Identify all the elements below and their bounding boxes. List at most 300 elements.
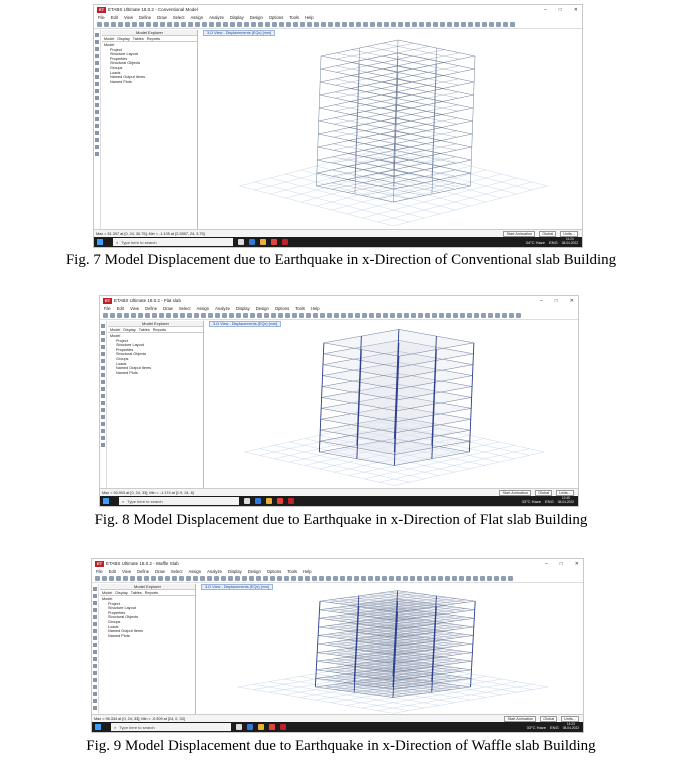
menu-draw[interactable]: Draw: [163, 306, 173, 311]
draw-tool-button[interactable]: [93, 650, 97, 654]
toolbar-button[interactable]: [418, 313, 423, 318]
draw-tool-button[interactable]: [95, 54, 99, 58]
draw-tool-button[interactable]: [101, 415, 105, 419]
tree-item[interactable]: Loads: [110, 70, 121, 75]
draw-tool-button[interactable]: [93, 622, 97, 626]
toolbar-button[interactable]: [417, 576, 422, 581]
toolbar-button[interactable]: [250, 313, 255, 318]
tree-item[interactable]: Loads: [108, 624, 119, 629]
3d-viewport[interactable]: [197, 584, 583, 714]
draw-tool-button[interactable]: [93, 657, 97, 661]
tab-model[interactable]: Model: [104, 37, 115, 41]
toolbar-button[interactable]: [193, 576, 198, 581]
menu-view[interactable]: View: [123, 15, 133, 20]
taskbar-search[interactable]: [111, 723, 231, 731]
coord-system-select[interactable]: Global: [540, 716, 557, 722]
toolbar-button[interactable]: [432, 313, 437, 318]
menu-edit[interactable]: Edit: [116, 306, 124, 311]
toolbar-button[interactable]: [174, 22, 179, 27]
close-icon[interactable]: ✕: [569, 297, 574, 304]
draw-tool-button[interactable]: [95, 145, 99, 149]
toolbar-button[interactable]: [510, 22, 515, 27]
toolbar-button[interactable]: [411, 313, 416, 318]
toolbar-button[interactable]: [221, 576, 226, 581]
minimize-icon[interactable]: –: [539, 297, 543, 304]
toolbar-button[interactable]: [460, 313, 465, 318]
tree-item[interactable]: Structural Objects: [110, 61, 141, 66]
toolbar-button[interactable]: [438, 576, 443, 581]
menu-draw[interactable]: Draw: [155, 569, 165, 574]
draw-tool-button[interactable]: [101, 366, 105, 370]
toolbar-button[interactable]: [151, 576, 156, 581]
menu-tools[interactable]: Tools: [295, 306, 305, 311]
toolbar-button[interactable]: [95, 576, 100, 581]
draw-tool-button[interactable]: [101, 387, 105, 391]
draw-tool-button[interactable]: [93, 699, 97, 703]
draw-tool-button[interactable]: [95, 96, 99, 100]
tree-item[interactable]: Named Plots: [116, 370, 138, 375]
toolbar-button[interactable]: [286, 22, 291, 27]
toolbar-button[interactable]: [187, 313, 192, 318]
draw-tool-button[interactable]: [101, 422, 105, 426]
toolbar-button[interactable]: [118, 22, 123, 27]
tree-item[interactable]: Project: [116, 338, 128, 343]
tree-root[interactable]: Model: [104, 43, 115, 47]
draw-tool-button[interactable]: [93, 664, 97, 668]
start-animation-button[interactable]: Start Animation: [503, 231, 535, 237]
toolbar-button[interactable]: [390, 313, 395, 318]
toolbar-button[interactable]: [137, 576, 142, 581]
toolbar-button[interactable]: [377, 22, 382, 27]
toolbar-button[interactable]: [263, 576, 268, 581]
toolbar-button[interactable]: [258, 22, 263, 27]
toolbar-button[interactable]: [116, 576, 121, 581]
close-icon[interactable]: ✕: [573, 6, 578, 13]
toolbar-button[interactable]: [340, 576, 345, 581]
toolbar-button[interactable]: [194, 313, 199, 318]
toolbar-button[interactable]: [216, 22, 221, 27]
draw-tool-button[interactable]: [95, 110, 99, 114]
toolbar-button[interactable]: [431, 576, 436, 581]
toolbar-button[interactable]: [496, 22, 501, 27]
toolbar-button[interactable]: [363, 22, 368, 27]
toolbar-button[interactable]: [452, 576, 457, 581]
toolbar-button[interactable]: [467, 313, 472, 318]
toolbar-button[interactable]: [362, 313, 367, 318]
menu-display[interactable]: Display: [230, 15, 244, 20]
tab-model[interactable]: Model: [110, 328, 121, 332]
toolbar-button[interactable]: [167, 22, 172, 27]
coord-system-select[interactable]: Global: [539, 231, 556, 237]
toolbar-button[interactable]: [368, 576, 373, 581]
toolbar-button[interactable]: [207, 576, 212, 581]
menu-view[interactable]: View: [129, 306, 139, 311]
draw-tool-button[interactable]: [95, 82, 99, 86]
chrome-icon[interactable]: [277, 498, 283, 504]
tab-tables[interactable]: Tables: [138, 328, 150, 332]
taskbar-search[interactable]: [113, 238, 233, 246]
toolbar-button[interactable]: [404, 313, 409, 318]
tree-item[interactable]: Properties: [110, 56, 128, 61]
tree-item[interactable]: Named Plots: [108, 633, 130, 638]
language-indicator[interactable]: ENG: [545, 498, 554, 504]
toolbar-button[interactable]: [488, 313, 493, 318]
toolbar-button[interactable]: [195, 22, 200, 27]
tree-item[interactable]: Named Output Items: [116, 366, 152, 371]
menu-file[interactable]: File: [96, 569, 103, 574]
draw-tool-button[interactable]: [95, 89, 99, 93]
toolbar-button[interactable]: [382, 576, 387, 581]
draw-tool-button[interactable]: [95, 47, 99, 51]
toolbar-button[interactable]: [397, 313, 402, 318]
file-explorer-icon[interactable]: [258, 724, 264, 730]
toolbar-button[interactable]: [222, 313, 227, 318]
tree-item[interactable]: Groups: [108, 619, 121, 624]
tree-item[interactable]: Groups: [110, 65, 123, 70]
toolbar-button[interactable]: [251, 22, 256, 27]
toolbar-button[interactable]: [271, 313, 276, 318]
toolbar-button[interactable]: [172, 576, 177, 581]
toolbar-button[interactable]: [201, 313, 206, 318]
toolbar-button[interactable]: [369, 313, 374, 318]
toolbar-button[interactable]: [461, 22, 466, 27]
toolbar-button[interactable]: [466, 576, 471, 581]
toolbar-button[interactable]: [349, 22, 354, 27]
menu-help[interactable]: Help: [303, 569, 312, 574]
toolbar-button[interactable]: [272, 22, 277, 27]
toolbar-button[interactable]: [508, 576, 513, 581]
menu-options[interactable]: Options: [268, 15, 284, 20]
toolbar-button[interactable]: [132, 22, 137, 27]
toolbar-button[interactable]: [188, 22, 193, 27]
toolbar-button[interactable]: [278, 313, 283, 318]
menu-analyze[interactable]: Analyze: [207, 569, 222, 574]
tab-display[interactable]: Display: [117, 37, 130, 41]
draw-tool-button[interactable]: [95, 33, 99, 37]
toolbar-button[interactable]: [333, 576, 338, 581]
file-explorer-icon[interactable]: [260, 239, 266, 245]
toolbar-button[interactable]: [117, 313, 122, 318]
toolbar-button[interactable]: [439, 313, 444, 318]
toolbar-button[interactable]: [375, 576, 380, 581]
toolbar-button[interactable]: [384, 22, 389, 27]
menu-display[interactable]: Display: [236, 306, 250, 311]
draw-tool-button[interactable]: [95, 103, 99, 107]
toolbar-button[interactable]: [144, 576, 149, 581]
units-button[interactable]: Units...: [560, 231, 578, 237]
toolbar-button[interactable]: [516, 313, 521, 318]
draw-tool-button[interactable]: [101, 394, 105, 398]
tree-root[interactable]: Model: [102, 597, 113, 601]
toolbar-button[interactable]: [139, 22, 144, 27]
toolbar-button[interactable]: [347, 576, 352, 581]
minimize-icon[interactable]: –: [544, 560, 548, 567]
toolbar-button[interactable]: [215, 313, 220, 318]
maximize-icon[interactable]: □: [554, 297, 558, 304]
toolbar-button[interactable]: [313, 313, 318, 318]
toolbar-button[interactable]: [111, 22, 116, 27]
toolbar-button[interactable]: [446, 313, 451, 318]
toolbar-button[interactable]: [433, 22, 438, 27]
toolbar-button[interactable]: [166, 313, 171, 318]
windows-start-icon[interactable]: [103, 498, 109, 504]
start-animation-button[interactable]: Start Animation: [499, 490, 531, 496]
draw-tool-button[interactable]: [101, 401, 105, 405]
toolbar-button[interactable]: [264, 313, 269, 318]
toolbar-button[interactable]: [131, 313, 136, 318]
toolbar-button[interactable]: [342, 22, 347, 27]
toolbar-button[interactable]: [370, 22, 375, 27]
toolbar-button[interactable]: [327, 313, 332, 318]
tree-item[interactable]: Named Plots: [110, 79, 132, 84]
toolbar-button[interactable]: [447, 22, 452, 27]
coord-system-select[interactable]: Global: [535, 490, 552, 496]
draw-tool-button[interactable]: [101, 373, 105, 377]
draw-tool-button[interactable]: [95, 40, 99, 44]
menu-edit[interactable]: Edit: [108, 569, 116, 574]
tree-item[interactable]: Named Output Items: [110, 75, 146, 80]
edge-icon[interactable]: [255, 498, 261, 504]
tree-item[interactable]: Properties: [108, 610, 126, 615]
toolbar-button[interactable]: [341, 313, 346, 318]
3d-viewport[interactable]: [199, 30, 582, 229]
draw-tool-button[interactable]: [95, 117, 99, 121]
viewport-tab[interactable]: 3-D View - Displacements (EQx) [mm]: [203, 30, 275, 36]
menu-file[interactable]: File: [98, 15, 105, 20]
menu-analyze[interactable]: Analyze: [215, 306, 230, 311]
toolbar-button[interactable]: [229, 313, 234, 318]
toolbar-button[interactable]: [334, 313, 339, 318]
tab-model[interactable]: Model: [102, 591, 113, 595]
toolbar-button[interactable]: [403, 576, 408, 581]
toolbar-button[interactable]: [124, 313, 129, 318]
toolbar-button[interactable]: [200, 576, 205, 581]
toolbar-button[interactable]: [256, 576, 261, 581]
tab-display[interactable]: Display: [115, 591, 128, 595]
toolbar-button[interactable]: [501, 576, 506, 581]
etabs-taskbar-icon[interactable]: [288, 498, 294, 504]
draw-tool-button[interactable]: [101, 429, 105, 433]
toolbar-button[interactable]: [481, 313, 486, 318]
weather-text[interactable]: 34°C Haze: [525, 239, 546, 245]
menu-design[interactable]: Design: [249, 15, 263, 20]
draw-tool-button[interactable]: [93, 594, 97, 598]
draw-tool-button[interactable]: [93, 678, 97, 682]
draw-tool-button[interactable]: [93, 636, 97, 640]
menu-assign[interactable]: Assign: [196, 306, 210, 311]
toolbar-button[interactable]: [412, 22, 417, 27]
toolbar-button[interactable]: [321, 22, 326, 27]
draw-tool-button[interactable]: [93, 706, 97, 710]
toolbar-button[interactable]: [361, 576, 366, 581]
toolbar-button[interactable]: [242, 576, 247, 581]
clock[interactable]: [558, 497, 574, 504]
toolbar-button[interactable]: [214, 576, 219, 581]
clock[interactable]: [563, 723, 579, 730]
menu-help[interactable]: Help: [311, 306, 320, 311]
toolbar-button[interactable]: [389, 576, 394, 581]
draw-tool-button[interactable]: [93, 587, 97, 591]
toolbar-button[interactable]: [473, 576, 478, 581]
file-explorer-icon[interactable]: [266, 498, 272, 504]
units-button[interactable]: Units...: [561, 716, 579, 722]
draw-tool-button[interactable]: [101, 331, 105, 335]
menu-help[interactable]: Help: [305, 15, 314, 20]
toolbar-button[interactable]: [453, 313, 458, 318]
toolbar-button[interactable]: [160, 22, 165, 27]
tab-display[interactable]: Display: [123, 328, 136, 332]
toolbar-button[interactable]: [153, 22, 158, 27]
toolbar-button[interactable]: [383, 313, 388, 318]
draw-tool-button[interactable]: [93, 671, 97, 675]
draw-tool-button[interactable]: [101, 352, 105, 356]
draw-tool-button[interactable]: [101, 443, 105, 447]
toolbar-button[interactable]: [391, 22, 396, 27]
menu-display[interactable]: Display: [228, 569, 242, 574]
menu-design[interactable]: Design: [255, 306, 269, 311]
draw-tool-button[interactable]: [93, 685, 97, 689]
toolbar-button[interactable]: [243, 313, 248, 318]
toolbar-button[interactable]: [103, 313, 108, 318]
menu-tools[interactable]: Tools: [287, 569, 297, 574]
toolbar-button[interactable]: [474, 313, 479, 318]
tab-tables[interactable]: Tables: [132, 37, 144, 41]
draw-tool-button[interactable]: [93, 608, 97, 612]
toolbar-button[interactable]: [502, 313, 507, 318]
weather-text[interactable]: 33°C Haze: [526, 724, 547, 730]
toolbar-button[interactable]: [138, 313, 143, 318]
tab-tables[interactable]: Tables: [130, 591, 142, 595]
toolbar-button[interactable]: [102, 576, 107, 581]
draw-tool-button[interactable]: [93, 629, 97, 633]
menu-define[interactable]: Define: [136, 569, 150, 574]
menu-define[interactable]: Define: [138, 15, 152, 20]
windows-start-icon[interactable]: [97, 239, 103, 245]
chrome-icon[interactable]: [271, 239, 277, 245]
toolbar-button[interactable]: [293, 22, 298, 27]
toolbar-button[interactable]: [158, 576, 163, 581]
toolbar-button[interactable]: [277, 576, 282, 581]
tree-item[interactable]: Structural Objects: [116, 352, 147, 357]
start-animation-button[interactable]: Start Animation: [504, 716, 536, 722]
draw-tool-button[interactable]: [101, 345, 105, 349]
toolbar-button[interactable]: [440, 22, 445, 27]
toolbar-button[interactable]: [236, 313, 241, 318]
toolbar-button[interactable]: [298, 576, 303, 581]
toolbar-button[interactable]: [237, 22, 242, 27]
toolbar-button[interactable]: [425, 313, 430, 318]
toolbar-button[interactable]: [265, 22, 270, 27]
toolbar-button[interactable]: [173, 313, 178, 318]
toolbar-button[interactable]: [223, 22, 228, 27]
units-button[interactable]: Units...: [556, 490, 574, 496]
tree-root[interactable]: Model: [110, 334, 121, 338]
toolbar-button[interactable]: [424, 576, 429, 581]
toolbar-button[interactable]: [165, 576, 170, 581]
toolbar-button[interactable]: [419, 22, 424, 27]
toolbar-button[interactable]: [209, 22, 214, 27]
maximize-icon[interactable]: □: [558, 6, 562, 13]
menu-file[interactable]: File: [104, 306, 111, 311]
menu-options[interactable]: Options: [266, 569, 282, 574]
draw-tool-button[interactable]: [93, 643, 97, 647]
menu-assign[interactable]: Assign: [190, 15, 204, 20]
tree-item[interactable]: Project: [108, 601, 120, 606]
toolbar-button[interactable]: [145, 313, 150, 318]
draw-tool-button[interactable]: [101, 436, 105, 440]
toolbar-button[interactable]: [284, 576, 289, 581]
toolbar-button[interactable]: [285, 313, 290, 318]
draw-tool-button[interactable]: [95, 124, 99, 128]
draw-tool-button[interactable]: [93, 615, 97, 619]
toolbar-button[interactable]: [509, 313, 514, 318]
menu-assign[interactable]: Assign: [188, 569, 202, 574]
toolbar-button[interactable]: [181, 22, 186, 27]
task-view-icon[interactable]: [244, 498, 250, 504]
etabs-taskbar-icon[interactable]: [280, 724, 286, 730]
maximize-icon[interactable]: □: [559, 560, 563, 567]
toolbar-button[interactable]: [230, 22, 235, 27]
toolbar-button[interactable]: [279, 22, 284, 27]
toolbar-button[interactable]: [180, 313, 185, 318]
toolbar-button[interactable]: [152, 313, 157, 318]
toolbar-button[interactable]: [320, 313, 325, 318]
taskbar-search[interactable]: [119, 497, 239, 505]
menu-design[interactable]: Design: [247, 569, 261, 574]
viewport-tab[interactable]: 3-D View - Displacements (EQx) [mm]: [201, 584, 273, 590]
weather-text[interactable]: 33°C Haze: [521, 498, 542, 504]
toolbar-button[interactable]: [244, 22, 249, 27]
toolbar-button[interactable]: [328, 22, 333, 27]
toolbar-button[interactable]: [292, 313, 297, 318]
toolbar-button[interactable]: [396, 576, 401, 581]
draw-tool-button[interactable]: [101, 408, 105, 412]
toolbar-button[interactable]: [202, 22, 207, 27]
tree-item[interactable]: Structure Layout: [110, 52, 138, 57]
tab-reports[interactable]: Reports: [152, 328, 167, 332]
toolbar-button[interactable]: [354, 576, 359, 581]
toolbar-button[interactable]: [291, 576, 296, 581]
edge-icon[interactable]: [247, 724, 253, 730]
tab-reports[interactable]: Reports: [144, 591, 159, 595]
toolbar-button[interactable]: [179, 576, 184, 581]
toolbar-button[interactable]: [489, 22, 494, 27]
toolbar-button[interactable]: [312, 576, 317, 581]
toolbar-button[interactable]: [249, 576, 254, 581]
draw-tool-button[interactable]: [93, 692, 97, 696]
3d-viewport[interactable]: [205, 321, 578, 488]
draw-tool-button[interactable]: [101, 338, 105, 342]
tree-item[interactable]: Named Output Items: [108, 629, 144, 634]
menu-select[interactable]: Select: [178, 306, 191, 311]
menu-view[interactable]: View: [121, 569, 131, 574]
toolbar-button[interactable]: [314, 22, 319, 27]
tree-item[interactable]: Loads: [116, 361, 127, 366]
menu-options[interactable]: Options: [274, 306, 290, 311]
draw-tool-button[interactable]: [95, 68, 99, 72]
toolbar-button[interactable]: [355, 313, 360, 318]
toolbar-button[interactable]: [454, 22, 459, 27]
toolbar-button[interactable]: [208, 313, 213, 318]
toolbar-button[interactable]: [123, 576, 128, 581]
minimize-icon[interactable]: –: [543, 6, 547, 13]
toolbar-button[interactable]: [97, 22, 102, 27]
tree-item[interactable]: Project: [110, 47, 122, 52]
toolbar-button[interactable]: [405, 22, 410, 27]
language-indicator[interactable]: ENG: [549, 239, 558, 245]
tab-reports[interactable]: Reports: [146, 37, 161, 41]
etabs-taskbar-icon[interactable]: [282, 239, 288, 245]
